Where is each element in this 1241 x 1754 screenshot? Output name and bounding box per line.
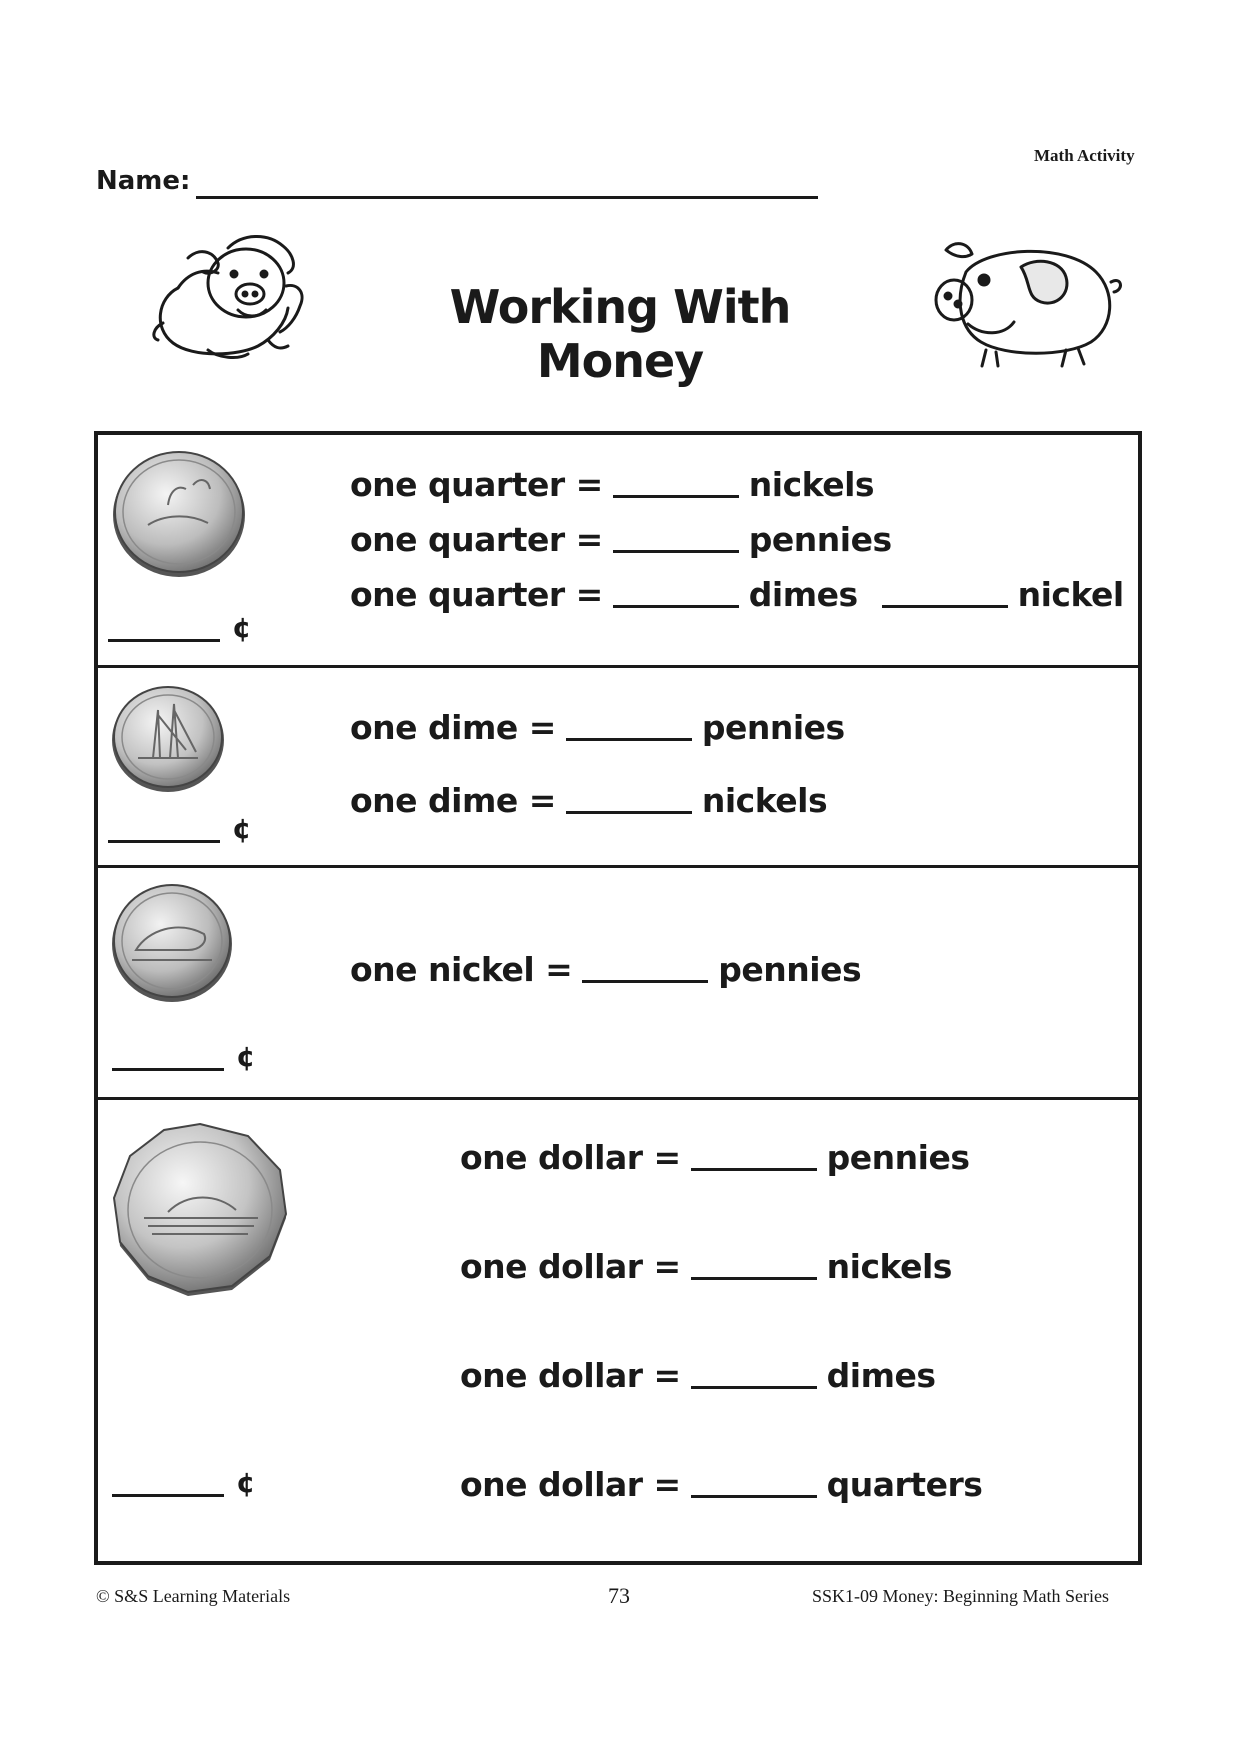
cent-symbol: ¢ [232, 812, 252, 845]
answer-blank[interactable] [613, 549, 739, 553]
equation-unit: nickels [826, 1247, 952, 1286]
answer-blank-extra[interactable] [882, 604, 1008, 608]
quarter-coin-image [108, 445, 250, 581]
equation-line [350, 950, 861, 989]
dollar-section [98, 1100, 1138, 1565]
equation-left: one quarter = [350, 520, 603, 559]
nickel-cents-answer [112, 1042, 255, 1071]
equation-left: one dime = [350, 708, 556, 747]
equation-line [350, 575, 1124, 614]
equation-unit: pennies [748, 520, 892, 559]
answer-blank[interactable] [691, 1385, 817, 1389]
equation-left: one quarter = [350, 465, 603, 504]
equation-line [460, 1356, 935, 1395]
nickel-section [98, 868, 1138, 1100]
equation-line [350, 708, 845, 747]
answer-blank[interactable] [566, 810, 692, 814]
answer-blank[interactable] [613, 494, 739, 498]
footer-copyright: © S&S Learning Materials [96, 1586, 291, 1606]
worksheet-table [94, 431, 1142, 1565]
answer-blank[interactable] [691, 1494, 817, 1498]
dime-section [98, 668, 1138, 868]
equation-left: one nickel = [350, 950, 573, 989]
equation-unit: dimes [826, 1356, 936, 1395]
quarter-cents-answer [108, 613, 251, 642]
equation-line [460, 1138, 969, 1177]
equation-line [460, 1465, 982, 1504]
equation-line [350, 465, 874, 504]
cent-symbol: ¢ [236, 1466, 256, 1499]
cents-blank[interactable] [108, 814, 220, 843]
dollar-cents-answer [112, 1468, 255, 1497]
dime-cents-answer [108, 814, 251, 843]
quarter-section [98, 435, 1138, 668]
equation-left: one dollar = [460, 1465, 681, 1504]
flying-pig-illustration [148, 228, 318, 368]
equation-unit-extra: nickel [1017, 575, 1124, 614]
name-row [96, 166, 836, 206]
equation-left: one dollar = [460, 1356, 681, 1395]
cents-blank[interactable] [112, 1468, 224, 1497]
piggy-bank-illustration [926, 232, 1126, 370]
page-number: 73 [608, 1583, 630, 1608]
cents-blank[interactable] [108, 613, 220, 642]
equation-unit: nickels [748, 465, 875, 504]
equation-unit: nickels [701, 781, 828, 820]
dime-coin-image [108, 680, 228, 796]
equation-unit: dimes [748, 575, 858, 614]
cents-blank[interactable] [112, 1042, 224, 1071]
nickel-coin-image [108, 878, 236, 1006]
answer-blank[interactable] [691, 1167, 817, 1171]
cent-symbol: ¢ [232, 611, 252, 644]
answer-blank[interactable] [691, 1276, 817, 1280]
answer-blank[interactable] [582, 979, 708, 983]
equation-unit: pennies [718, 950, 862, 989]
equation-left: one dollar = [460, 1138, 681, 1177]
answer-blank[interactable] [613, 604, 739, 608]
equation-left: one quarter = [350, 575, 603, 614]
equation-unit: pennies [701, 708, 845, 747]
equation-unit: pennies [826, 1138, 970, 1177]
equation-line [460, 1247, 952, 1286]
equation-left: one dollar = [460, 1247, 681, 1286]
activity-tag: Math Activity [1034, 146, 1135, 165]
name-input-line[interactable] [196, 196, 818, 199]
footer-series: SSK1-09 Money: Beginning Math Series [812, 1586, 1109, 1606]
cent-symbol: ¢ [236, 1040, 256, 1073]
equation-unit: quarters [826, 1465, 983, 1504]
name-label: Name: [96, 166, 191, 196]
answer-blank[interactable] [566, 737, 692, 741]
equation-left: one dime = [350, 781, 556, 820]
equation-line [350, 520, 892, 559]
equation-line [350, 781, 827, 820]
dollar-coin-image [108, 1122, 292, 1302]
page-title: Working With Money [449, 280, 791, 388]
